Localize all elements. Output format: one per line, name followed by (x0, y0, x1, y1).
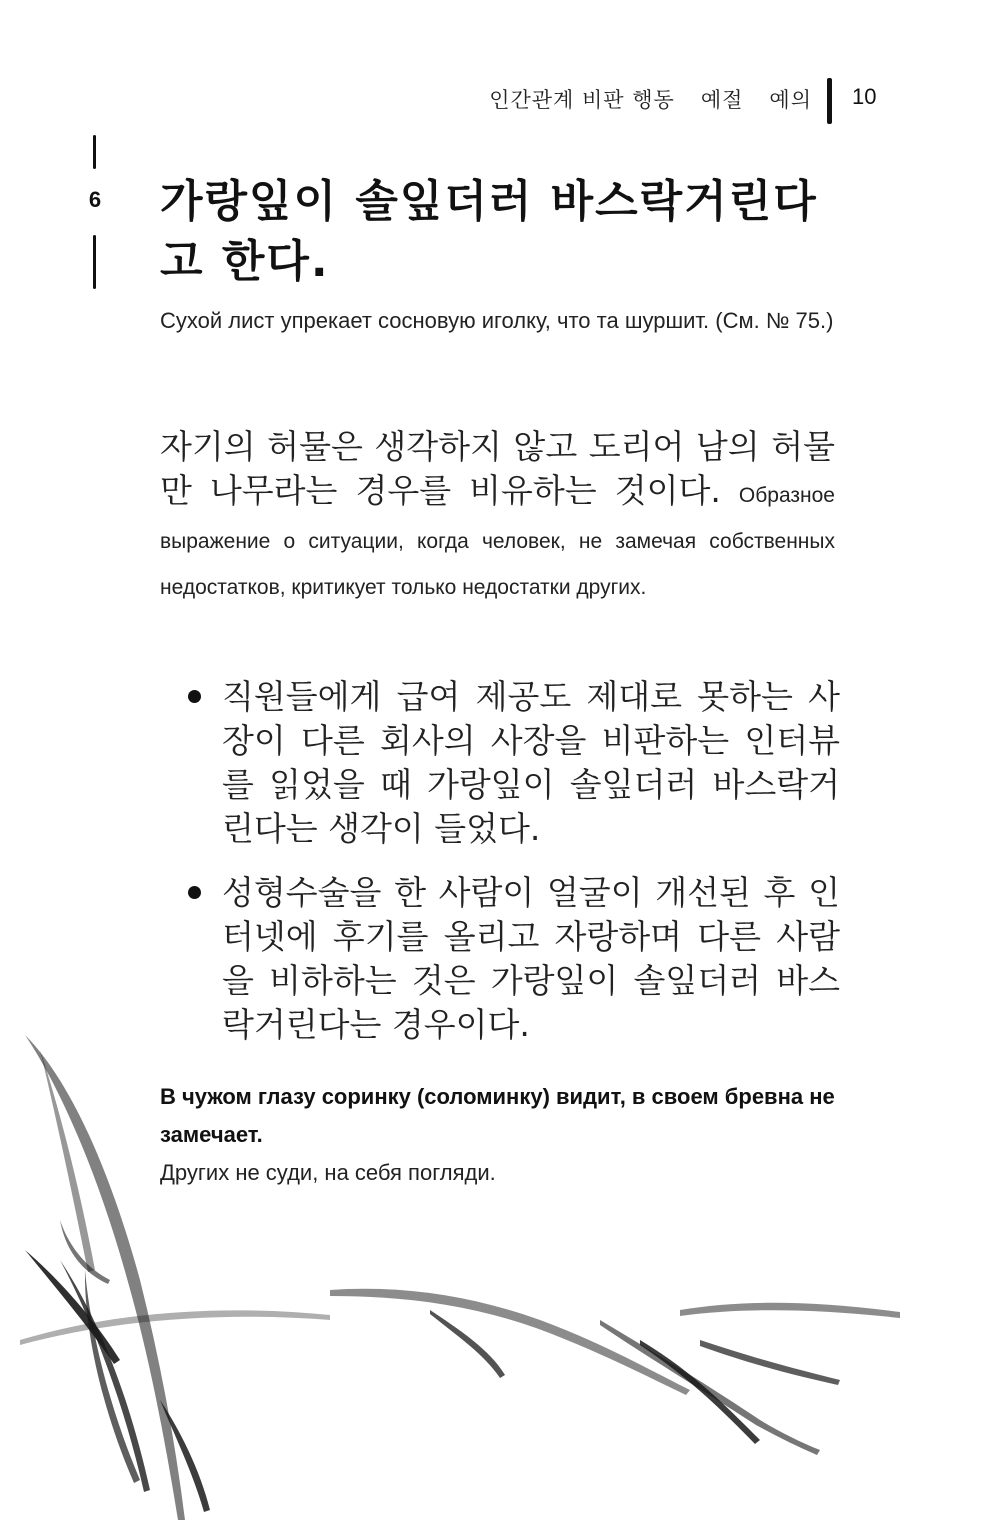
explanation (160, 425, 835, 607)
proverb-title: 가랑잎이 솔잎더러 바스락거린다고 한다. (160, 176, 818, 287)
explanation-russian: Образное выражение о ситуации, когда человек, не замечая собственных недостатков, критикует только недостатки других. (160, 484, 835, 599)
marker-line-top (93, 135, 96, 169)
bullet-icon (188, 690, 201, 703)
category-tag: 예의 (769, 88, 812, 112)
equivalent-proverb: В чужом глазу соринку (соломинку) видит, в своем бревна не замечает. (160, 1084, 835, 1147)
marker-line-bottom (93, 235, 96, 289)
equivalent-saying: Других не суди, на себя погляди. (160, 1160, 496, 1185)
page-header (0, 78, 1000, 128)
entry-number-marker (84, 135, 114, 295)
example-text: 성형수술을 한 사람이 얼굴이 개선된 후 인터넷에 후기를 올리고 자랑하며 다른 사람을 비하하는 것은 가랑잎이 솔잎더러 바스락거린다는 경우이다. (222, 873, 840, 1044)
example-list (160, 675, 840, 1067)
explanation-korean: 자기의 허물은 생각하지 않고 도리어 남의 허물만 나무라는 경우를 비유하는 것이다. (160, 427, 835, 510)
example-text: 직원들에게 급여 제공도 제대로 못하는 사장이 다른 회사의 사장을 비판하는 인터뷰를 읽었을 때 가랑잎이 솔잎더러 바스락거린다는 생각이 들었다. (222, 677, 840, 848)
entry-number: 6 (88, 187, 102, 212)
category-tag: 예절 (700, 88, 744, 112)
bullet-icon (188, 886, 201, 899)
page-number: 10 (852, 84, 877, 109)
example-item (160, 675, 840, 851)
russian-translation: Сухой лист упрекает сосновую иголку, что та шуршит. (См. № 75.) (160, 308, 834, 333)
category-tag: 인간관계 비판 행동 (489, 88, 675, 112)
ink-grass-illustration (0, 1020, 1000, 1540)
header-divider (827, 78, 832, 124)
category-tags (463, 84, 812, 114)
